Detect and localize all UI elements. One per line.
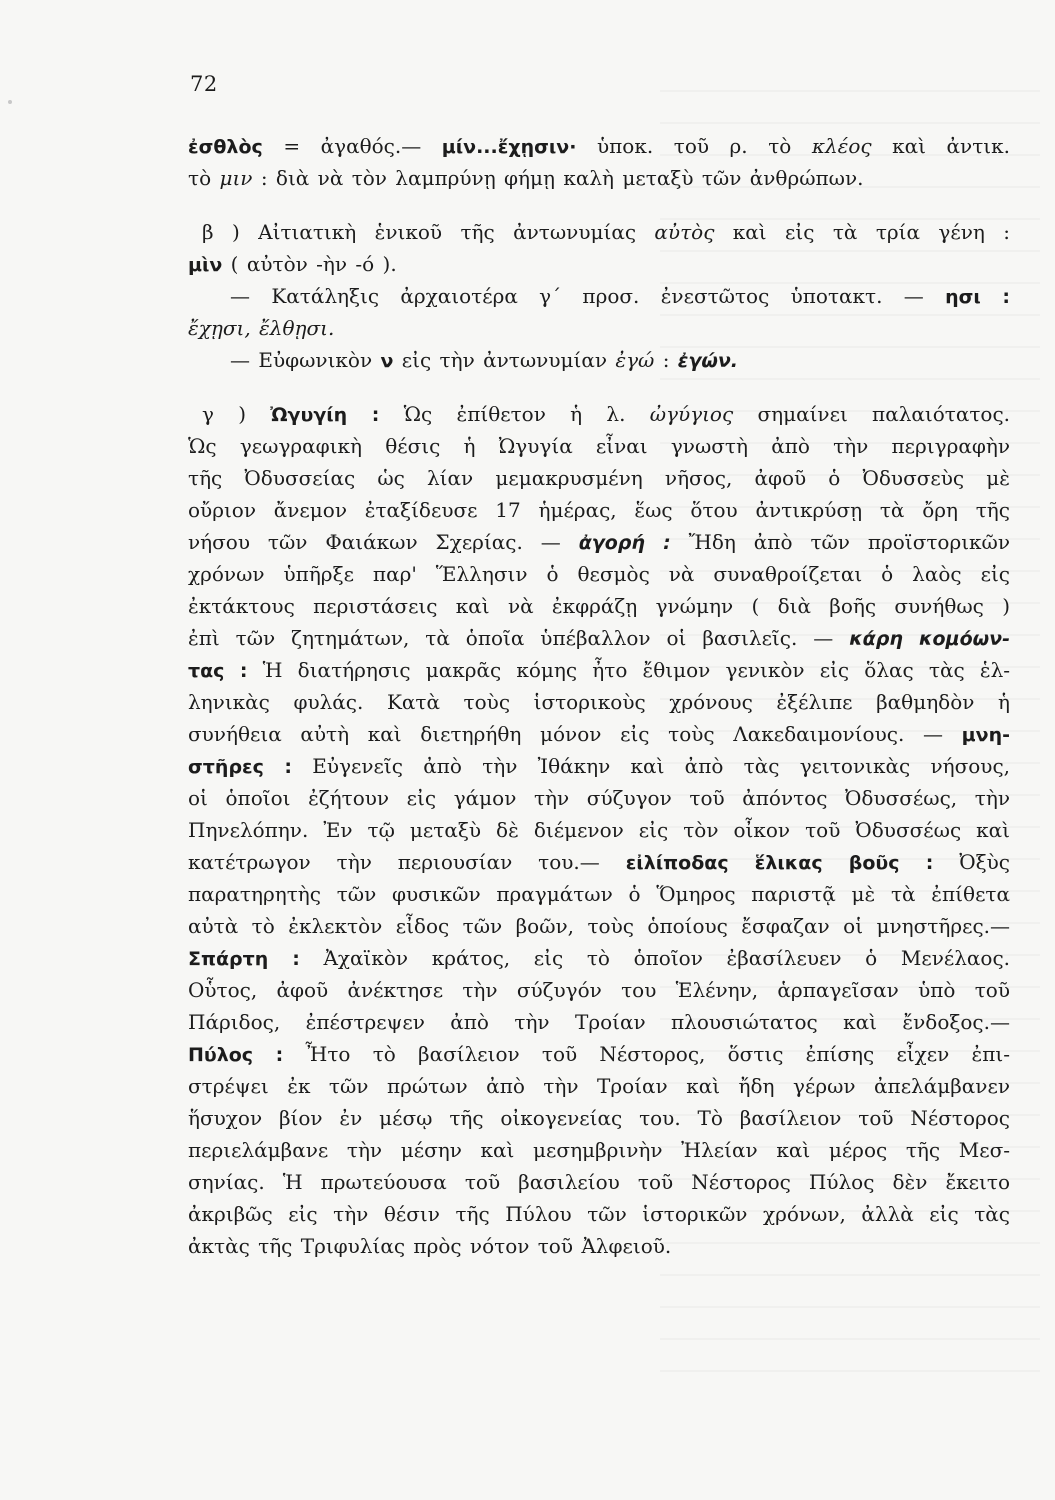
text-line: Ὡς γεωγραφικὴ θέσις ἡ Ὠγυγία εἶναι γνωστὴ ἀπὸ τὴν περιγραφὴν bbox=[188, 434, 1010, 458]
text-line: συνήθεια αὐτὴ καὶ διετηρήθη μόνον εἰς τοὺς Λακεδαιμονίους. — μνη- bbox=[188, 722, 1010, 746]
text-line: οὔριον ἄνεμον ἐταξίδευσε 17 ἡμέρας, ἕως ὅτου ἀντικρύσῃ τὰ ὄρη τῆς bbox=[188, 498, 1010, 522]
text-line: στρέψει ἐκ τῶν πρώτων ἀπὸ τὴν Τροίαν καὶ ἤδη γέρων ἀπελάμβανεν bbox=[188, 1074, 1010, 1098]
lemma-mnesteres: μνη- bbox=[961, 724, 1010, 746]
text-line: οἱ ὁποῖοι ἐζήτουν εἰς γάμον τὴν σύζυγον τοῦ ἀπόντος Ὀδυσσέως, τὴν bbox=[188, 786, 1010, 810]
text-line: ἐσθλὸς = ἀγαθός.— μίν...ἔχῃσιν· ὑποκ. τοῦ ρ. τὸ κλέος καὶ ἀντικ. bbox=[188, 134, 1010, 158]
text-line: σηνίας. Ἡ πρωτεύουσα τοῦ βασιλείου τοῦ Νέστορος Πύλος δὲν ἔκειτο bbox=[188, 1170, 1010, 1194]
text-line: περιελάμβανε τὴν μέσην καὶ μεσημβρινὴν Ἠλείαν καὶ μέρος τῆς Μεσ- bbox=[188, 1138, 1010, 1162]
text-line: χρόνων ὑπῆρξε παρ' Ἕλλησιν ὁ θεσμὸς νὰ συναθροίζεται ὁ λαὸς εἰς bbox=[188, 562, 1010, 586]
text-line: — Εὐφωνικὸν ν εἰς τὴν ἀντωνυμίαν ἐγώ : ἐγών. bbox=[230, 348, 738, 372]
lemma-ogygie: Ὠγυγίη : bbox=[270, 404, 380, 426]
text-line: ἐκτάκτους περιστάσεις καὶ νὰ ἐκφράζῃ γνώμην ( διὰ βοῆς συνήθως ) bbox=[188, 594, 1010, 618]
text-line: Πύλος : Ἦτο τὸ βασίλειον τοῦ Νέστορος, ὅστις ἐπίσης εἶχεν ἐπι- bbox=[188, 1042, 1010, 1066]
page-number: 72 bbox=[190, 72, 218, 96]
lemma-esthlos: ἐσθλὸς bbox=[188, 136, 263, 158]
lemma-egon: ἐγών. bbox=[677, 350, 738, 372]
text-line: γ ) Ὠγυγίη : Ὡς ἐπίθετον ἡ λ. ὠγύγιος σημαίνει παλαιότατος. bbox=[202, 402, 1010, 426]
text-line: ἥσυχον βίον ἐν μέσῳ τῆς οἰκογενείας του. Τὸ βασίλειον τοῦ Νέστορος bbox=[188, 1106, 1010, 1130]
text-line: ἔχῃσι, ἔλθῃσι. bbox=[188, 316, 335, 340]
text-line: τῆς Ὀδυσσείας ὡς λίαν μεμακρυσμένη νῆσος, ἀφοῦ ὁ Ὀδυσσεὺς μὲ bbox=[188, 466, 1010, 490]
text-line: ληνικὰς φυλάς. Κατὰ τοὺς ἱστορικοὺς χρόνους ἐξέλιπε βαθμηδὸν ἡ bbox=[188, 690, 1010, 714]
text-line: κατέτρωγον τὴν περιουσίαν του.— εἰλίποδας ἕλικας βοῦς : Ὀξὺς bbox=[188, 850, 1010, 874]
text-line: β ) Αἰτιατικὴ ἑνικοῦ τῆς ἀντωνυμίας αὐτὸς καὶ εἰς τὰ τρία γένη : bbox=[202, 220, 1010, 244]
text-line: στῆρες : Εὐγενεῖς ἀπὸ τὴν Ἰθάκην καὶ ἀπὸ τὰς γειτονικὰς νήσους, bbox=[188, 754, 1010, 778]
paragraph-gap bbox=[188, 376, 1010, 398]
lemma-agore: ἀγορή : bbox=[578, 532, 671, 554]
text-line: ἀκριβῶς εἰς τὴν θέσιν τῆς Πύλου τῶν ἱστορικῶν χρόνων, ἀλλὰ εἰς τὰς bbox=[188, 1202, 1010, 1226]
text-line: ἀκτὰς τῆς Τριφυλίας πρὸς νότον τοῦ Ἀλφειοῦ. bbox=[188, 1234, 672, 1258]
lemma-pylos: Πύλος : bbox=[188, 1044, 284, 1066]
lemma-eilipodas: εἰλίποδας ἕλικας βοῦς : bbox=[625, 852, 934, 874]
text-line: τας : Ἡ διατήρησις μακρᾶς κόμης ἦτο ἔθιμον γενικὸν εἰς ὅλας τὰς ἑλ- bbox=[188, 658, 1010, 682]
text-line: παρατηρητὴς τῶν φυσικῶν πραγμάτων ὁ Ὅμηρος παριστᾷ μὲ τὰ ἐπίθετα bbox=[188, 882, 1010, 906]
text-line: Σπάρτη : Ἀχαϊκὸν κράτος, εἰς τὸ ὁποῖον ἐβασίλευεν ὁ Μενέλαος. bbox=[188, 946, 1010, 970]
commentary-text bbox=[188, 130, 1010, 1262]
lemma-min: μὶν bbox=[188, 254, 223, 276]
text-line: αὐτὰ τὸ ἐκλεκτὸν εἶδος τῶν βοῶν, τοὺς ὁποίους ἔσφαζαν οἱ μνηστῆρες.— bbox=[188, 914, 1010, 938]
lemma-min-echesin: μίν...ἔχῃσιν· bbox=[441, 136, 577, 158]
lemma-sparte: Σπάρτη : bbox=[188, 948, 300, 970]
text-line: Οὗτος, ἀφοῦ ἀνέκτησε τὴν σύζυγόν του Ἑλένην, ἁρπαγεῖσαν ὑπὸ τοῦ bbox=[188, 978, 1010, 1002]
text-line: νήσου τῶν Φαιάκων Σχερίας. — ἀγορή : Ἤδη ἀπὸ τῶν προϊστορικῶν bbox=[188, 530, 1011, 554]
lemma-kare-komoontas: κάρη κομόων- bbox=[849, 628, 1010, 650]
text-line: τὸ μιν : διὰ νὰ τὸν λαμπρύνῃ φήμῃ καλὴ μεταξὺ τῶν ἀνθρώπων. bbox=[188, 166, 864, 190]
paper-speck bbox=[8, 100, 12, 104]
text-line: — Κατάληξις ἀρχαιοτέρα γ΄ προσ. ἐνεστῶτος ὑποτακτ. — ησι : bbox=[230, 284, 1010, 308]
lemma-esi: ησι : bbox=[945, 286, 1010, 308]
paragraph-gap bbox=[188, 194, 1010, 216]
text-line: Πηνελόπην. Ἐν τῷ μεταξὺ δὲ διέμενον εἰς τὸν οἶκον τοῦ Ὀδυσσέως καὶ bbox=[188, 818, 1010, 842]
text-line: Πάριδος, ἐπέστρεψεν ἀπὸ τὴν Τροίαν πλουσιώτατος καὶ ἔνδοξος.— bbox=[188, 1010, 1010, 1034]
text-line: ἐπὶ τῶν ζητημάτων, τὰ ὁποῖα ὑπέβαλλον οἱ βασιλεῖς. — κάρη κομόων- bbox=[188, 626, 1010, 650]
text-line: μὶν ( αὐτὸν -ὴν -ό ). bbox=[188, 252, 397, 276]
